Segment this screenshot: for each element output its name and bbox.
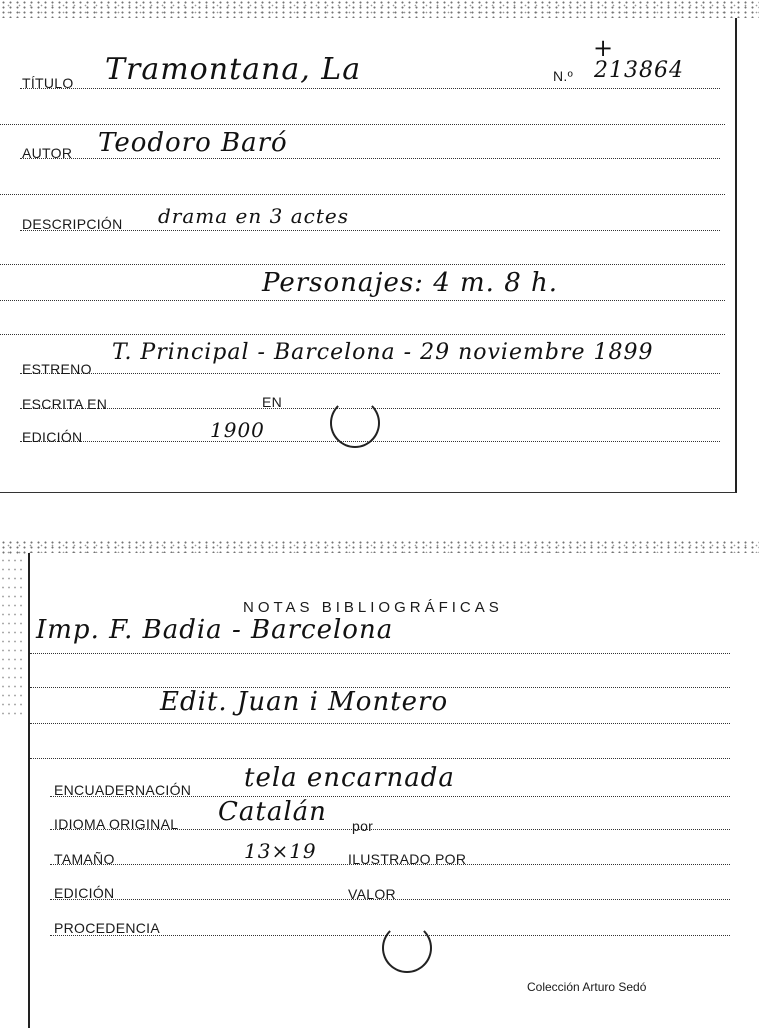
nota-line-1: Imp. F. Badia - Barcelona	[36, 615, 394, 645]
rule-personajes	[0, 300, 725, 301]
stamp-circle	[382, 923, 432, 973]
edicion-value: 1900	[210, 418, 265, 442]
scan-noise-top	[0, 0, 759, 18]
numero-mark: +	[593, 34, 615, 62]
en-label: EN	[262, 394, 283, 410]
rule	[0, 194, 725, 195]
numero-value: 213864	[594, 58, 684, 83]
edicion-label: EDICIÓN	[54, 885, 115, 901]
rule	[0, 264, 725, 265]
numero-label: N.º	[553, 68, 574, 84]
estreno-label: ESTRENO	[22, 361, 92, 377]
collection-credit: Colección Arturo Sedó	[527, 980, 647, 994]
procedencia-label: PROCEDENCIA	[54, 920, 160, 936]
tamano-label: TAMAÑO	[54, 851, 115, 867]
rule-nota-1	[30, 653, 730, 654]
rule-autor	[20, 158, 720, 159]
rule	[0, 334, 725, 335]
stamp-circle	[330, 398, 380, 448]
rule-estreno	[20, 373, 720, 374]
nota-line-2: Edit. Juan i Montero	[160, 687, 449, 717]
autor-label: AUTOR	[22, 145, 73, 161]
catalog-card-bottom	[28, 553, 759, 1028]
descripcion-value: drama en 3 actes	[158, 204, 349, 228]
personajes-value: Personajes: 4 m. 8 h.	[262, 268, 559, 298]
idioma-label: IDIOMA ORIGINAL	[54, 816, 179, 832]
rule-descripcion	[20, 230, 720, 231]
valor-label: VALOR	[348, 886, 396, 902]
scan-noise-side	[0, 556, 26, 716]
rule-titulo	[20, 88, 720, 89]
catalog-card-top	[0, 18, 737, 493]
tamano-value: 13×19	[244, 839, 317, 863]
notas-heading: NOTAS BIBLIOGRÁFICAS	[243, 599, 503, 616]
rule	[0, 124, 725, 125]
titulo-label: TÍTULO	[22, 75, 74, 91]
ilustrado-label: ILUSTRADO POR	[348, 851, 467, 867]
descripcion-label: DESCRIPCIÓN	[22, 216, 123, 232]
encuadernacion-label: ENCUADERNACIÓN	[54, 782, 192, 798]
titulo-value: Tramontana, La	[105, 52, 362, 87]
encuadernacion-value: tela encarnada	[244, 763, 455, 793]
rule-nota-2	[30, 723, 730, 724]
por-label: por	[352, 818, 374, 834]
escrita-en-label: ESCRITA EN	[22, 396, 108, 412]
autor-value: Teodoro Baró	[98, 128, 288, 158]
idioma-value: Catalán	[218, 797, 327, 827]
rule	[30, 758, 730, 759]
edicion-label: EDICIÓN	[22, 429, 83, 445]
estreno-value: T. Principal - Barcelona - 29 noviembre 1899	[112, 340, 654, 365]
